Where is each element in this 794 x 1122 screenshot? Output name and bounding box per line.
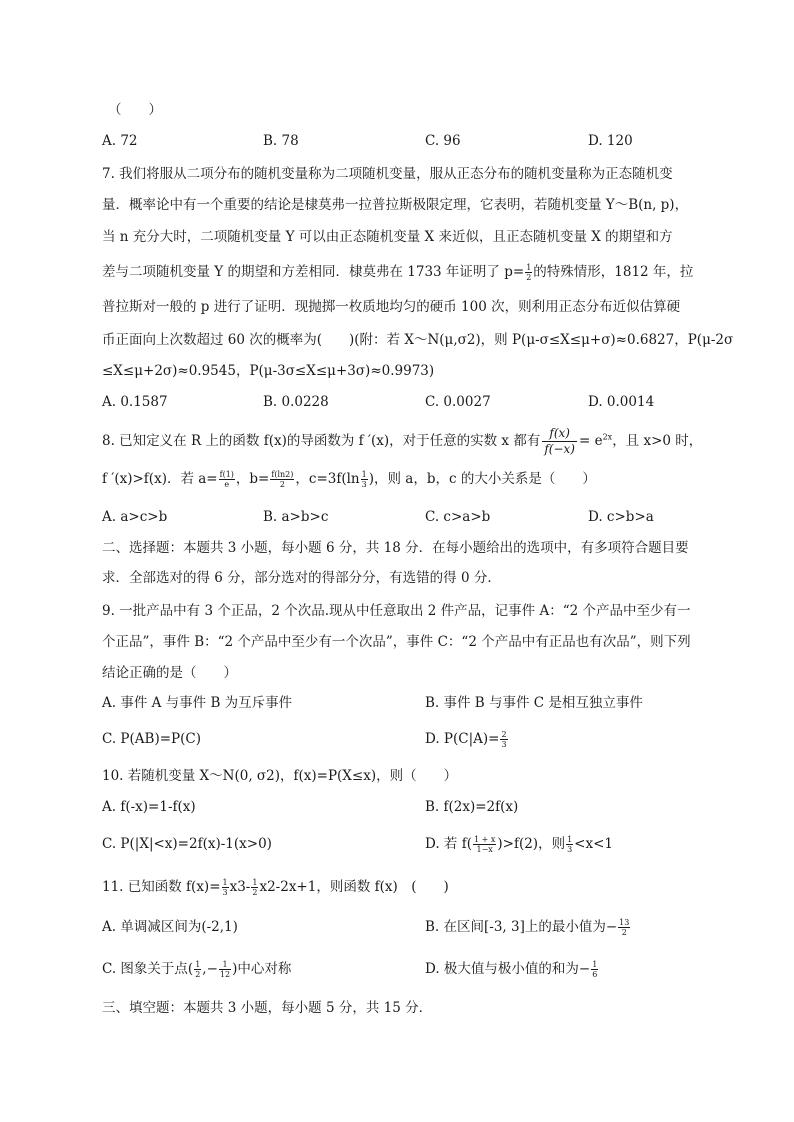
frac-denominator: 3 xyxy=(222,888,228,897)
q11-line-1-text-c: x2-2x+1，则函数 f(x) ( ) xyxy=(259,879,449,895)
frac-numerator: 1 xyxy=(252,878,258,887)
q8-option-a: A. a>c>b xyxy=(102,509,168,525)
q7-line-2: 量．概率论中有一个重要的结论是棣莫弗一拉普拉斯极限定理，它表明，若随机变量 Y～B(n, p)， xyxy=(102,197,689,213)
frac-denominator: e xyxy=(224,480,230,489)
q10-fraction-1 xyxy=(473,835,496,854)
frac-numerator: 1 xyxy=(567,835,573,844)
q11-fraction-d xyxy=(591,960,598,979)
frac-numerator: f(ln2) xyxy=(271,470,294,479)
q11-line-1 xyxy=(102,877,449,897)
q7-line-1: 7. 我们将服从二项分布的随机变量称为二项随机变量，服从正态分布的随机变量称为正态随机变 xyxy=(102,166,673,182)
q8-fraction-a xyxy=(219,470,235,489)
frac-numerator: 1 xyxy=(222,878,228,887)
q8-line-1-text-c: ，且 x>0 时， xyxy=(612,433,703,449)
q8-option-b: B. a>b>c xyxy=(263,509,329,525)
q11-line-1-text-b: x3- xyxy=(229,879,251,895)
frac-numerator: f(1) xyxy=(219,470,234,479)
q11-option-d-text: D. 极大值与极小值的和为− xyxy=(425,961,591,977)
frac-numerator: 1 xyxy=(195,960,201,969)
frac-denominator: 12 xyxy=(219,970,231,979)
q8-line-1-text-b: = e xyxy=(578,433,603,449)
q8-fraction-ratio xyxy=(542,426,577,457)
q10-fraction-2 xyxy=(566,835,573,854)
q7-line-5: 普拉斯对一般的 p 进行了证明．现抛掷一枚质地均匀的硬币 100 次，则利用正态分布近似估算硬 xyxy=(102,299,681,315)
q9-fraction xyxy=(500,730,507,749)
frac-denominator: 1−x xyxy=(476,845,493,854)
frac-denominator: 2 xyxy=(526,273,532,282)
frac-denominator: 3 xyxy=(361,480,367,489)
frac-denominator: 2 xyxy=(279,480,285,489)
q10-option-d xyxy=(425,834,613,854)
frac-numerator: 1 + x xyxy=(473,835,496,844)
section-2-line-2: 求．全部选对的得 6 分，部分选对的得部分分，有选错的得 0 分． xyxy=(102,570,501,586)
q9-option-d-text: D. P(C|A)= xyxy=(425,731,500,747)
q10-option-a: A. f(-x)=1-f(x) xyxy=(102,799,196,815)
q8-line-2 xyxy=(102,469,596,489)
q11-option-b-text: B. 在区间[-3, 3]上的最小值为− xyxy=(425,919,618,935)
q8-line-2-text-d: )，则 a，b，c 的大小关系是（ ） xyxy=(368,471,596,487)
q8-line-2-text-a: f ′(x)>f(x)．若 a= xyxy=(102,471,218,487)
q11-option-c-text-b: ,− xyxy=(202,961,218,977)
top-paren: （ ） xyxy=(108,102,162,118)
q8-line-2-text-b: ，b= xyxy=(235,471,270,487)
frac-denominator: 6 xyxy=(592,970,598,979)
q8-option-d: D. c>b>a xyxy=(588,509,654,525)
frac-numerator: 1 xyxy=(592,960,598,969)
q7-option-c: C. 0.0027 xyxy=(425,394,491,410)
q11-option-c-text-c: )中心对称 xyxy=(232,961,292,977)
q8-exponent: 2x xyxy=(602,432,613,442)
q7-line-6: 币正面向上次数超过 60 次的概率为( )(附：若 X～N(μ,σ2)，则 P(μ-σ≤X≤μ+σ)≈0.6827，P(μ-2σ xyxy=(102,332,734,348)
q10-option-c: C. P(|X|<x)=2f(x)-1(x>0) xyxy=(102,836,272,852)
q9-option-d xyxy=(425,729,509,749)
q11-fraction-b xyxy=(618,918,630,937)
q8-line-1-text-a: 8. 已知定义在 R 上的函数 f(x)的导函数为 f ′(x)，对于任意的实数 x 都有 xyxy=(102,433,541,449)
q6-option-a: A. 72 xyxy=(102,133,138,149)
frac-numerator: 1 xyxy=(361,470,367,479)
frac-denominator: 2 xyxy=(621,928,627,937)
frac-denominator: 2 xyxy=(252,888,258,897)
frac-denominator: f(−x) xyxy=(544,442,575,456)
q7-option-b: B. 0.0228 xyxy=(263,394,329,410)
q8-fraction-b xyxy=(270,470,294,489)
q7-line-4 xyxy=(102,262,693,282)
q10-option-d-text-c: <x<1 xyxy=(574,836,613,852)
section-3-heading: 三、填空题：本题共 3 小题，每小题 5 分，共 15 分． xyxy=(102,1000,433,1016)
q11-line-1-text-a: 11. 已知函数 f(x)= xyxy=(102,879,221,895)
q11-fraction-2 xyxy=(251,878,258,897)
frac-numerator: 2 xyxy=(501,730,507,739)
q9-line-1: 9. 一批产品中有 3 个正品，2 个次品.现从中任意取出 2 件产品，记事件 A：“2 个产品中至少有一 xyxy=(102,603,691,619)
q8-option-c: C. c>a>b xyxy=(425,509,491,525)
q7-line-7: ≤X≤μ+2σ)≈0.9545，P(μ-3σ≤X≤μ+3σ)≈0.9973) xyxy=(102,363,435,379)
q8-line-1 xyxy=(102,426,702,457)
q11-fraction-c2 xyxy=(219,960,231,979)
q6-option-b: B. 78 xyxy=(263,133,299,149)
frac-numerator: f(x) xyxy=(542,426,577,442)
frac-numerator: 1 xyxy=(526,263,532,272)
q9-line-2: 个正品”，事件 B：“2 个产品中至少有一个次品”，事件 C：“2 个产品中有正品也有次品”，则下列 xyxy=(102,634,691,650)
q11-option-b xyxy=(425,917,631,937)
q11-option-d xyxy=(425,959,599,979)
q8-fraction-c xyxy=(361,470,368,489)
frac-denominator: 2 xyxy=(195,970,201,979)
q7-option-a: A. 0.1587 xyxy=(102,394,168,410)
frac-numerator: 1 xyxy=(219,960,231,970)
q11-option-c xyxy=(102,959,291,979)
q9-option-c: C. P(AB)=P(C) xyxy=(102,731,201,747)
q6-option-c: C. 96 xyxy=(425,133,461,149)
q9-option-b: B. 事件 B 与事件 C 是相互独立事件 xyxy=(425,695,643,711)
q10-option-b: B. f(2x)=2f(x) xyxy=(425,799,519,815)
frac-numerator: 13 xyxy=(619,918,630,927)
q8-line-2-text-c: ，c=3f(ln xyxy=(295,471,360,487)
q9-line-3: 结论正确的是（ ） xyxy=(102,665,237,681)
q7-line-4-text-b: 的特殊情形，1812 年，拉 xyxy=(533,264,694,280)
q7-line-3: 当 n 充分大时，二项随机变量 Y 可以由正态随机变量 X 来近似，且正态随机变量 X 的期望和方 xyxy=(102,229,673,245)
section-2-line-1: 二、选择题：本题共 3 小题，每小题 6 分，共 18 分．在每小题给出的选项中，有多项符合题目要 xyxy=(102,540,689,556)
q9-option-a: A. 事件 A 与事件 B 为互斥事件 xyxy=(102,695,293,711)
frac-denominator: 3 xyxy=(567,845,573,854)
frac-denominator: 3 xyxy=(501,740,507,749)
q7-option-d: D. 0.0014 xyxy=(588,394,655,410)
q10-option-d-text-b: )>f(2)，则 xyxy=(497,836,566,852)
q7-fraction-p xyxy=(525,263,532,282)
q11-option-a: A. 单调减区间为(-2,1) xyxy=(102,919,238,935)
q11-fraction-c1 xyxy=(194,960,201,979)
q11-option-c-text-a: C. 图象关于点( xyxy=(102,961,194,977)
q7-line-4-text-a: 差与二项随机变量 Y 的期望和方差相同．棣莫弗在 1733 年证明了 p= xyxy=(102,264,525,280)
q10-line-1: 10. 若随机变量 X～N(0, σ2)，f(x)=P(X≤x)，则（ ） xyxy=(102,768,458,784)
q10-option-d-text-a: D. 若 f( xyxy=(425,836,472,852)
q11-fraction-1 xyxy=(222,878,229,897)
q6-option-d: D. 120 xyxy=(588,133,633,149)
